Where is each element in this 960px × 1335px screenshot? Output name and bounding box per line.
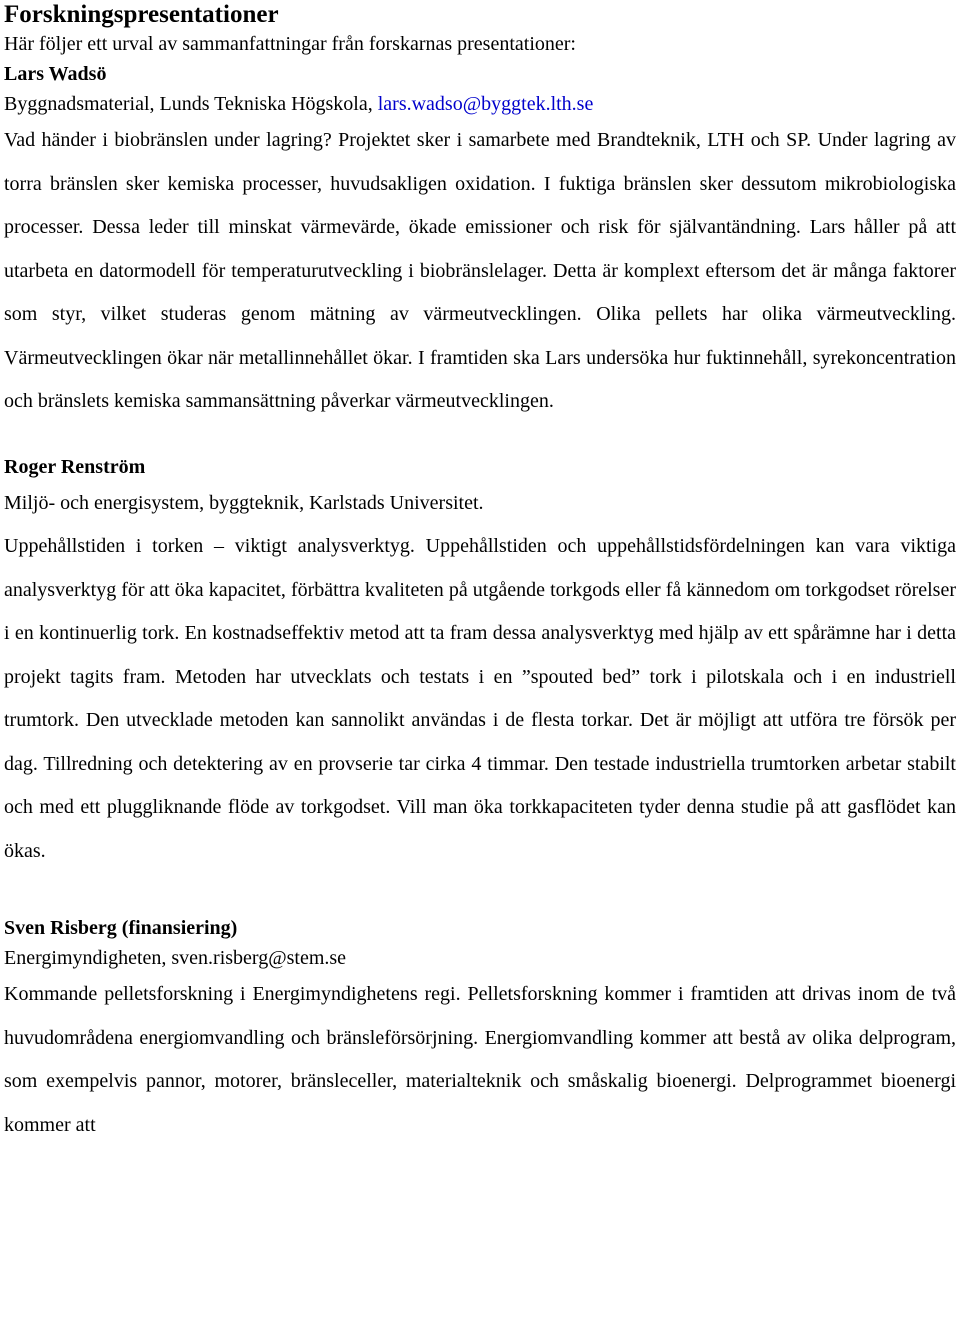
abstract-text: Uppehållstiden i torken – viktigt analysverktyg. Uppehållstiden och uppehållstidsfördelningen kan vara viktiga analysverktyg för att öka kapacitet, förbättra kvaliteten på utgående torkgods eller få kännedom om torkgodset rörelser i en kontinuerlig tork. En kostnadseffektiv metod att ta fram dessa analysverktyg med hjälp av ett spårämne har i detta projekt tagits fram. Metoden har utvecklats och testats i en ”spouted bed” tork i pilotskala och i en industriell trumtork. Den utvecklade metoden kan sannolikt användas i de flesta torkar. Det är möjligt att utföra tre försök per dag. Tillredning och detektering av en provserie tar cirka 4 timmar. Den testade industriella trumtorken arbetar stabilt och med ett pluggliknande flöde av torkgodset. Vill man öka torkkapaciteten tyder denna studie på att gasflödet kan ökas.	[4, 535, 956, 862]
section-renstrom	[4, 452, 956, 874]
researcher-name: Lars Wadsö	[4, 63, 107, 85]
intro-text: Här följer ett urval av sammanfattningar från forskarnas presentationer:	[4, 33, 576, 55]
section-risberg	[4, 913, 956, 1147]
researcher-affiliation: Miljö- och energisystem, byggteknik, Karlstads Universitet.	[4, 491, 484, 514]
section-wadso	[4, 59, 956, 424]
researcher-affiliation: Energimyndigheten, sven.risberg@stem.se	[4, 947, 347, 969]
affiliation-text: Byggnadsmaterial, Lunds Tekniska Högskola,	[4, 93, 378, 115]
researcher-affiliation	[4, 89, 956, 119]
researcher-name: Roger Renström	[4, 455, 146, 478]
abstract-text: Vad händer i biobränslen under lagring? Projektet sker i samarbete med Brandteknik, LTH och SP. Under lagring av torra bränslen sker kemiska processer, huvudsakligen oxidation. I fuktiga bränslen sker dessutom mikrobiologiska processer. Dessa leder till minskat värmevärde, ökade emissioner och risk för självantändning. Lars håller på att utarbeta en datormodell för temperaturutveckling i biobränslelager. Detta är komplext eftersom det är många faktorer som styr, vilket studeras genom mätning av värmeutvecklingen. Olika pellets har olika värmeutveckling. Värmeutvecklingen ökar när metallinnehållet ökar. I framtiden ska Lars undersöka hur fuktinnehåll, syrekoncentration och bränslets kemiska sammansättning påverkar värmeutvecklingen.	[4, 129, 956, 412]
email-link[interactable]: lars.wadso@byggtek.lth.se	[377, 93, 594, 115]
page-title: Forskningspresentationer	[4, 1, 279, 28]
abstract-text: Kommande pelletsforskning i Energimyndighetens regi. Pelletsforskning kommer i framtiden att drivas inom de två huvudområdena energiomvandling och bränsleförsörjning. Energiomvandling kommer att bestå av olika delprogram, som exempelvis pannor, motorer, bränsleceller, materialteknik och småskalig bioenergi. Delprogrammet bioenergi kommer att	[4, 983, 956, 1136]
researcher-name: Sven Risberg (finansiering)	[4, 917, 238, 939]
document-page	[4, 0, 956, 1147]
